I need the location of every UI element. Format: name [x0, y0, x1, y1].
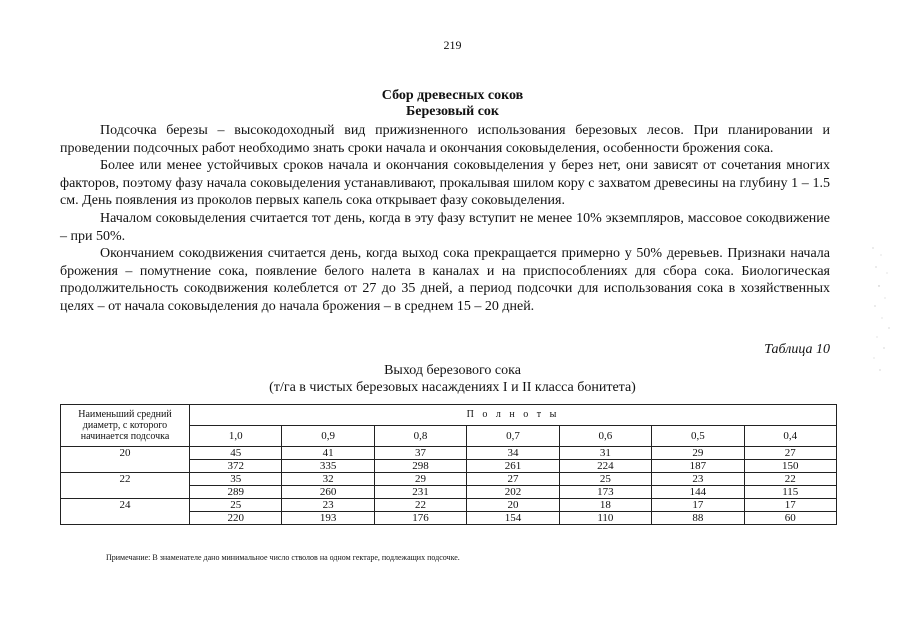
yield-cell: 29 — [652, 447, 744, 460]
yield-cell: 32 — [282, 473, 374, 486]
yield-cell: 27 — [744, 447, 836, 460]
tree-count-cell: 260 — [282, 486, 374, 499]
subsection-heading: Березовый сок — [405, 104, 499, 119]
paragraph: Окончанием сокодвижения считается день, когда выход сока прекращается примерно у 50% деревьев. Признаки начала брожения – помутнение сока, появление белого налета в каналах и на приспособлениях для сбора сока. Биологическая продолжительность сокодвижения колеблется от 27 до 35 дней, а период подсочки для использования сока в хозяйственных целях – от начала соковыделения до начала брожения – в среднем 15 – 20 дней. — [60, 246, 830, 314]
tree-count-cell: 335 — [282, 460, 374, 473]
yield-cell: 37 — [374, 447, 466, 460]
table-header-row — [61, 405, 837, 426]
column-header: 1,0 — [190, 426, 282, 447]
tree-count-cell: 60 — [744, 512, 836, 525]
tree-count-cell: 224 — [559, 460, 651, 473]
column-header: 0,4 — [744, 426, 836, 447]
yield-cell: 45 — [190, 447, 282, 460]
tree-count-cell: 115 — [744, 486, 836, 499]
yield-cell: 23 — [282, 499, 374, 512]
tree-count-cell: 220 — [190, 512, 282, 525]
table-label: Таблица 10 — [764, 342, 830, 357]
tree-count-cell: 193 — [282, 512, 374, 525]
scan-noise-decoration — [867, 240, 897, 380]
column-header: 0,7 — [467, 426, 559, 447]
tree-count-cell: 144 — [652, 486, 744, 499]
tree-count-cell: 150 — [744, 460, 836, 473]
yield-cell: 25 — [559, 473, 651, 486]
tree-count-cell: 372 — [190, 460, 282, 473]
diameter-cell: 22 — [61, 473, 190, 499]
yield-cell: 41 — [282, 447, 374, 460]
column-header: 0,9 — [282, 426, 374, 447]
yield-cell: 22 — [374, 499, 466, 512]
paragraph: Подсочка березы – высокодоходный вид прижизненного использования березовых лесов. При планировании и проведении подсочных работ необходимо знать сроки начала и окончания соковыделения, особенности брожения сока. — [60, 123, 830, 156]
tree-count-cell: 187 — [652, 460, 744, 473]
sap-yield-table — [60, 404, 837, 525]
body-text — [60, 122, 830, 316]
yield-cell: 20 — [467, 499, 559, 512]
table-row — [61, 447, 837, 460]
row-header-cell: Наименьший средний диаметр, с которого начинается подсочка — [61, 405, 190, 447]
yield-cell: 34 — [467, 447, 559, 460]
paragraph: Началом соковыделения считается тот день, когда в эту фазу вступит не менее 10% экземпляров, массовое сокодвижение – при 50%. — [60, 210, 830, 244]
tree-count-cell: 88 — [652, 512, 744, 525]
page-number: 219 — [443, 38, 462, 52]
tree-count-cell: 261 — [467, 460, 559, 473]
table-row — [61, 473, 837, 486]
tree-count-cell: 298 — [374, 460, 466, 473]
yield-cell: 23 — [652, 473, 744, 486]
yield-cell: 27 — [467, 473, 559, 486]
yield-cell: 31 — [559, 447, 651, 460]
tree-count-cell: 154 — [467, 512, 559, 525]
tree-count-cell: 110 — [559, 512, 651, 525]
table-subtitle: (т/га в чистых березовых насаждениях I и II класса бонитета) — [269, 380, 636, 395]
tree-count-cell: 202 — [467, 486, 559, 499]
tree-count-cell: 173 — [559, 486, 651, 499]
yield-cell: 18 — [559, 499, 651, 512]
group-header-cell: П о л н о т ы — [190, 405, 837, 426]
column-header: 0,8 — [374, 426, 466, 447]
diameter-cell: 20 — [61, 447, 190, 473]
yield-cell: 35 — [190, 473, 282, 486]
yield-cell: 17 — [652, 499, 744, 512]
tree-count-cell: 231 — [374, 486, 466, 499]
table-row — [61, 499, 837, 512]
yield-cell: 25 — [190, 499, 282, 512]
section-heading: Сбор древесных соков — [381, 88, 524, 103]
diameter-cell: 24 — [61, 499, 190, 525]
table-footnote: Примечание: В знаменателе дано минимальное число стволов на одном гектаре, подлежащих подсочке. — [106, 553, 460, 562]
yield-cell: 17 — [744, 499, 836, 512]
paragraph: Более или менее устойчивых сроков начала и окончания соковыделения у берез нет, они зависят от сочетания многих факторов, поэтому фазу начала соковыделения устанавливают, прокалывая шилом кору с захватом древесины на глубину 1 – 1.5 см. День появления из проколов первых капель сока открывает фазу соковыделения. — [60, 158, 830, 209]
column-header: 0,5 — [652, 426, 744, 447]
table-title: Выход березового сока — [384, 363, 521, 378]
column-header: 0,6 — [559, 426, 651, 447]
yield-cell: 22 — [744, 473, 836, 486]
tree-count-cell: 289 — [190, 486, 282, 499]
yield-cell: 29 — [374, 473, 466, 486]
tree-count-cell: 176 — [374, 512, 466, 525]
